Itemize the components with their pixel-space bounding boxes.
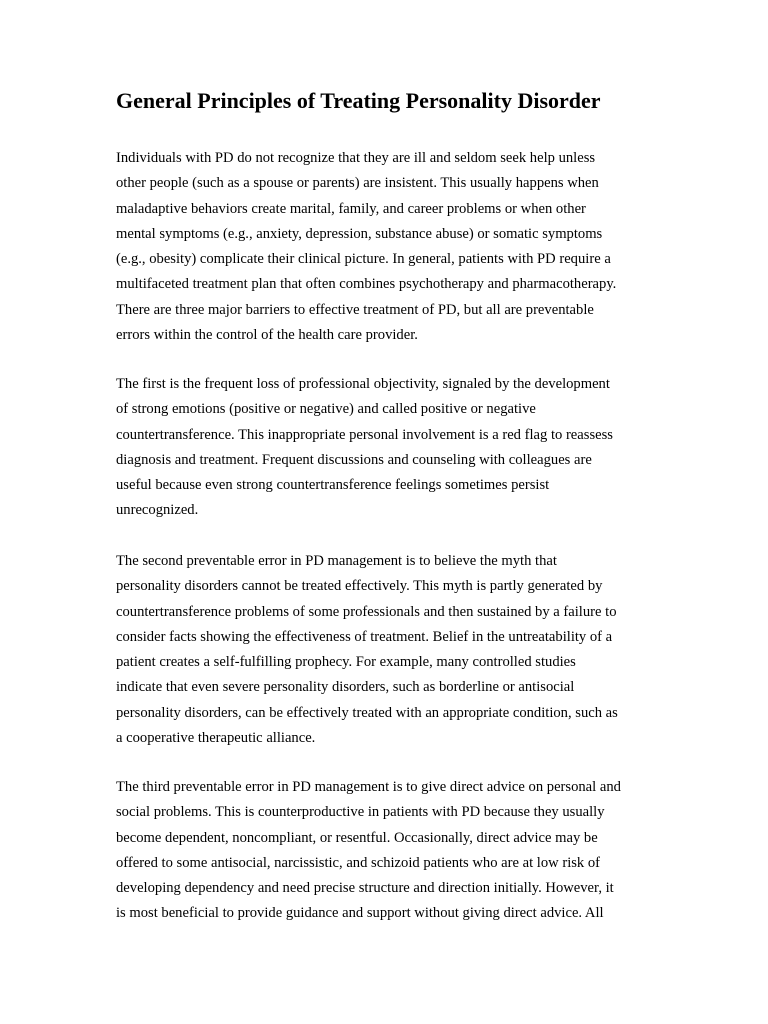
paragraph-line: mental symptoms (e.g., anxiety, depression, substance abuse) or somatic symptoms (116, 225, 603, 242)
paragraph-line: countertransference problems of some professionals and then sustained by a failure to (116, 603, 617, 620)
paragraph-line: diagnosis and treatment. Frequent discussions and counseling with colleagues are (116, 451, 592, 468)
document-title: General Principles of Treating Personality Disorder (116, 88, 601, 113)
paragraph-line: of strong emotions (positive or negative) and called positive or negative (116, 401, 536, 418)
paragraph-3 (116, 549, 661, 751)
paragraph-line: (e.g., obesity) complicate their clinical picture. In general, patients with PD require a (116, 251, 611, 268)
paragraph-line: consider facts showing the effectiveness of treatment. Belief in the untreatability of a (116, 628, 613, 645)
paragraph-line: indicate that even severe personality disorders, such as borderline or antisocial (116, 679, 575, 696)
paragraph-2 (116, 372, 661, 524)
paragraph-line: errors within the control of the health care provider. (116, 327, 418, 344)
paragraph-line: personality disorders cannot be treated effectively. This myth is partly generated by (116, 578, 603, 595)
paragraph-line: There are three major barriers to effective treatment of PD, but all are preventable (116, 301, 594, 318)
paragraph-line: The second preventable error in PD management is to believe the myth that (116, 553, 557, 569)
paragraph-line: offered to some antisocial, narcissistic, and schizoid patients who are at low risk of (116, 854, 601, 871)
paragraph-line: a cooperative therapeutic alliance. (116, 730, 316, 747)
paragraph-line: social problems. This is counterproductive in patients with PD because they usually (116, 804, 605, 821)
paragraph-line: countertransference. This inappropriate personal involvement is a red flag to reassess (116, 426, 613, 443)
paragraph-line: is most beneficial to provide guidance and support without giving direct advice. All (116, 905, 604, 922)
paragraph-line: multifaceted treatment plan that often combines psychotherapy and pharmacotherapy. (116, 276, 617, 293)
paragraph-line: useful because even strong countertransference feelings sometimes persist (116, 477, 550, 494)
paragraph-line: developing dependency and need precise structure and direction initially. However, it (116, 880, 614, 897)
paragraph-4 (116, 775, 661, 927)
paragraph-line: unrecognized. (116, 502, 199, 519)
paragraph-line: personality disorders, can be effectively treated with an appropriate condition, such as (116, 704, 618, 721)
paragraph-line: The first is the frequent loss of professional objectivity, signaled by the development (116, 376, 610, 392)
paragraph-line: maladaptive behaviors create marital, family, and career problems or when other (116, 200, 586, 217)
paragraph-1 (116, 146, 661, 348)
paragraph-line: become dependent, noncompliant, or resentful. Occasionally, direct advice may be (116, 829, 598, 846)
paragraph-line: other people (such as a spouse or parents) are insistent. This usually happens when (116, 175, 599, 192)
paragraph-line: patient creates a self-fulfilling prophecy. For example, many controlled studies (116, 654, 576, 671)
paragraph-line: The third preventable error in PD management is to give direct advice on personal and (116, 779, 621, 795)
paragraph-line: Individuals with PD do not recognize that they are ill and seldom seek help unless (116, 150, 596, 166)
